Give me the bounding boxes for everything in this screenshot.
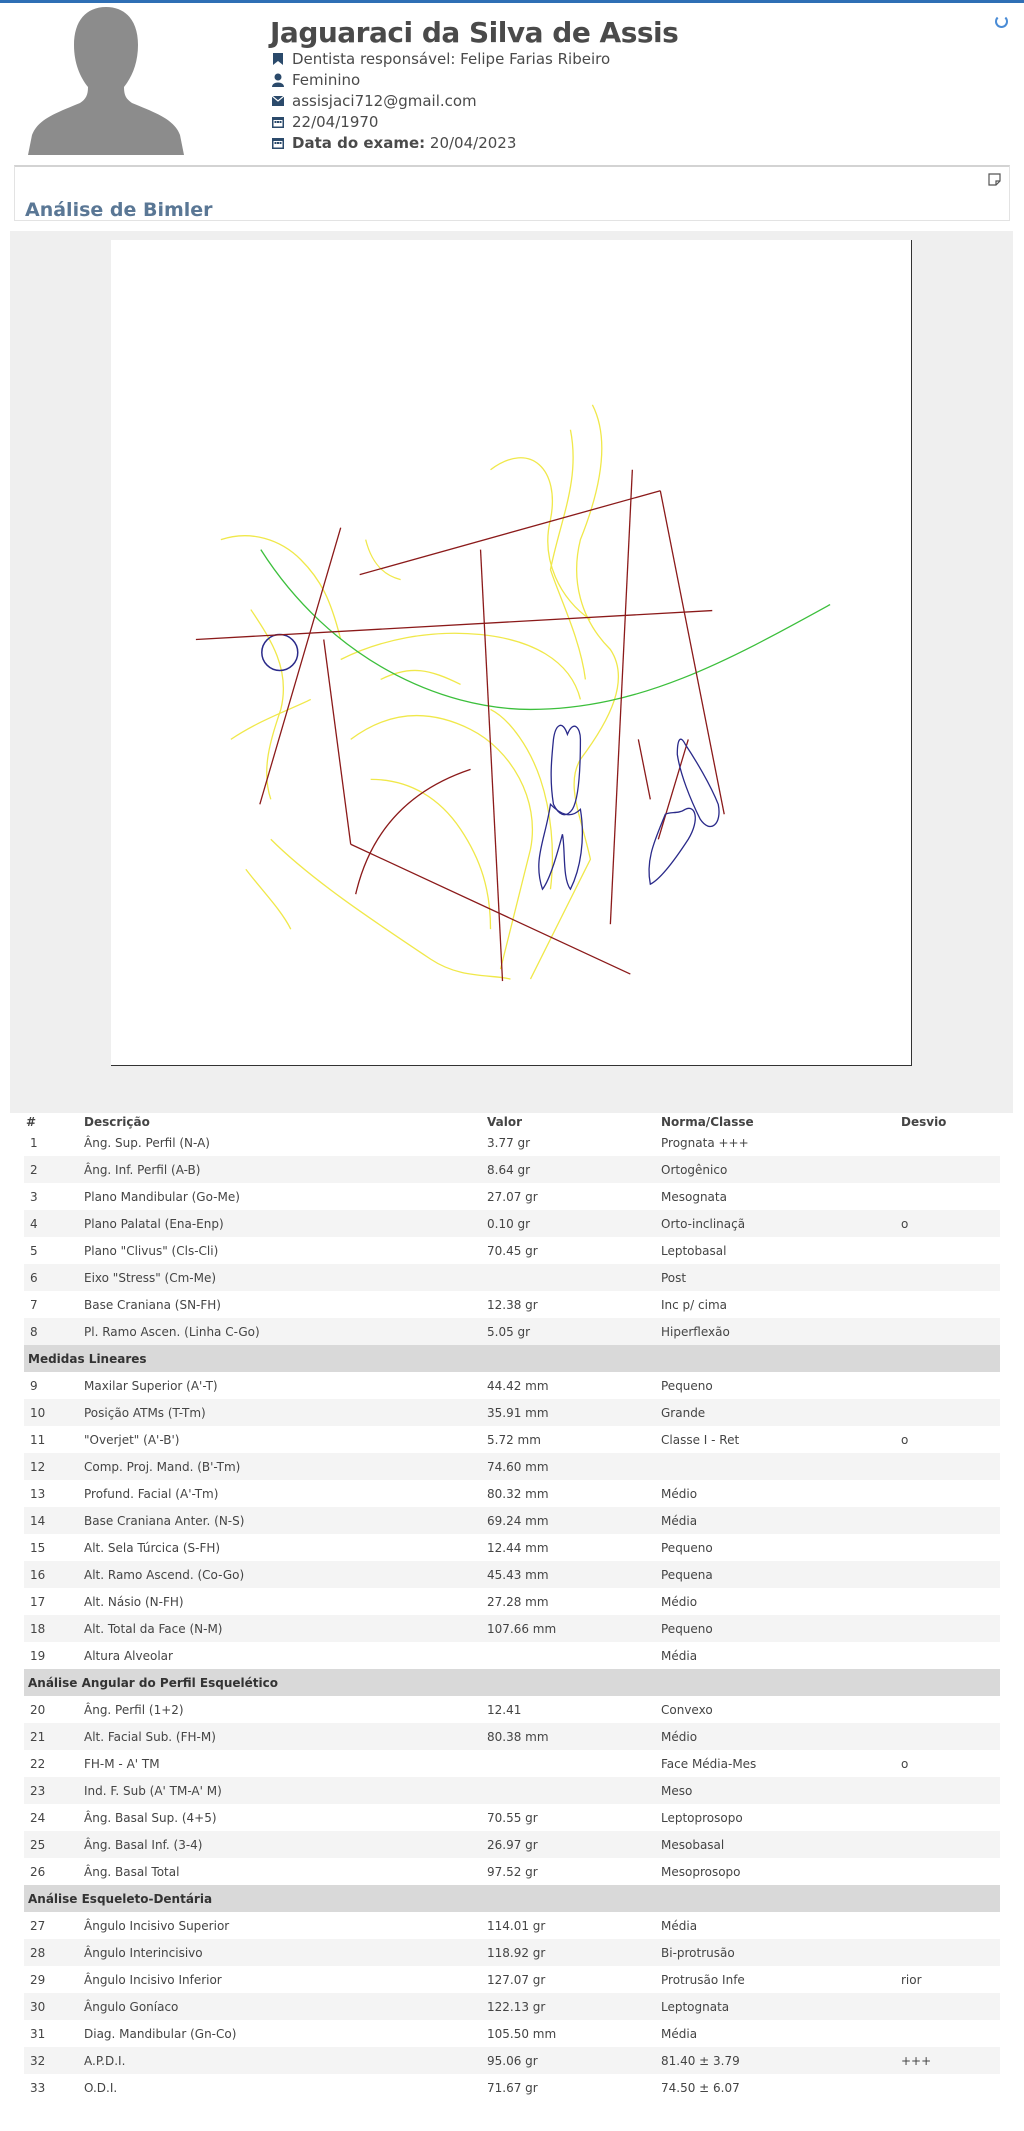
row-norm-class: Médio: [661, 1486, 698, 1501]
table-row: [24, 1210, 1000, 1237]
row-value: 70.45 gr: [487, 1243, 538, 1258]
table-row: [24, 1129, 1000, 1156]
group-label: Análise Angular do Perfil Esquelético: [28, 1675, 279, 1690]
row-number: 21: [30, 1729, 46, 1744]
user-icon: [270, 72, 286, 88]
row-value: 3.77 gr: [487, 1135, 531, 1150]
row-norm-class: Média: [661, 2026, 698, 2041]
sex-label: Feminino: [292, 71, 361, 89]
table-row: [24, 1480, 1000, 1507]
row-norm-class: 81.40 ± 3.79: [661, 2053, 740, 2068]
row-norm-class: Pequeno: [661, 1621, 713, 1636]
email-label: assisjaci712@gmail.com: [292, 92, 477, 110]
row-number: 18: [30, 1621, 46, 1636]
row-value: 12.44 mm: [487, 1540, 549, 1555]
row-norm-class: Média: [661, 1918, 698, 1933]
row-number: 6: [30, 1270, 38, 1285]
row-deviation: o: [901, 1216, 909, 1231]
row-description: Plano "Clivus" (Cls-Cli): [84, 1243, 219, 1258]
row-deviation: rior: [901, 1972, 922, 1987]
header-desc: Descrição: [84, 1115, 150, 1129]
table-row: [24, 1399, 1000, 1426]
row-number: 1: [30, 1135, 38, 1150]
calendar-icon: [270, 135, 286, 151]
top-accent-bar: [0, 0, 1024, 3]
header-num: #: [26, 1115, 37, 1129]
table-row: [24, 1264, 1000, 1291]
row-description: Alt. Násio (N-FH): [84, 1594, 184, 1609]
table-row: [24, 1237, 1000, 1264]
row-value: 71.67 gr: [487, 2080, 538, 2095]
row-number: 30: [30, 1999, 46, 2014]
row-description: Âng. Inf. Perfil (A-B): [84, 1162, 201, 1177]
header-dev: Desvio: [901, 1115, 947, 1129]
row-description: Ângulo Incisivo Inferior: [84, 1972, 222, 1987]
row-value: 8.64 gr: [487, 1162, 531, 1177]
row-value: 127.07 gr: [487, 1972, 546, 1987]
row-number: 8: [30, 1324, 38, 1339]
table-row: [24, 1777, 1000, 1804]
dentist-row: [270, 50, 610, 68]
row-norm-class: Mesobasal: [661, 1837, 725, 1852]
teeth-outline: [539, 725, 719, 889]
row-norm-class: Protrusão Infe: [661, 1972, 745, 1987]
row-number: 19: [30, 1648, 46, 1663]
table-row: [24, 1804, 1000, 1831]
table-header: [24, 1112, 1000, 1129]
soft-tissue-outline: [221, 405, 619, 979]
row-description: Altura Alveolar: [84, 1648, 173, 1663]
row-value: 69.24 mm: [487, 1513, 549, 1528]
row-norm-class: Orto-inclinaçã: [661, 1216, 746, 1231]
table-row: [24, 1939, 1000, 1966]
table-row: [24, 1750, 1000, 1777]
table-row: [24, 1588, 1000, 1615]
row-norm-class: Média: [661, 1513, 698, 1528]
row-norm-class: Classe I - Ret: [661, 1432, 740, 1447]
row-number: 7: [30, 1297, 38, 1312]
table-row: [24, 1318, 1000, 1345]
sex-row: [270, 71, 360, 89]
row-description: Eixo "Stress" (Cm-Me): [84, 1270, 217, 1285]
row-number: 22: [30, 1756, 46, 1771]
row-number: 5: [30, 1243, 38, 1258]
birth-row: [270, 113, 378, 131]
row-norm-class: Leptognata: [661, 1999, 730, 2014]
exam-date-value: 20/04/2023: [429, 134, 517, 152]
row-description: Maxilar Superior (A'-T): [84, 1378, 218, 1393]
row-value: 118.92 gr: [487, 1945, 546, 1960]
birth-date-label: 22/04/1970: [292, 113, 379, 131]
row-number: 24: [30, 1810, 46, 1825]
row-value: 27.28 mm: [487, 1594, 549, 1609]
group-label: Medidas Lineares: [28, 1351, 147, 1366]
group-label: Análise Esqueleto-Dentária: [28, 1891, 213, 1906]
table-row: [24, 1453, 1000, 1480]
table-row: [24, 1966, 1000, 1993]
row-value: 70.55 gr: [487, 1810, 538, 1825]
table-row: [24, 2047, 1000, 2074]
row-value: 45.43 mm: [487, 1567, 549, 1582]
row-norm-class: Face Média-Mes: [661, 1756, 757, 1771]
exam-row: [270, 134, 516, 152]
table-row: [24, 1372, 1000, 1399]
row-description: FH-M - A' TM: [84, 1756, 160, 1771]
row-value: 80.38 mm: [487, 1729, 549, 1744]
row-norm-class: Mesoprosopo: [661, 1864, 741, 1879]
row-number: 12: [30, 1459, 46, 1474]
header-norm: Norma/Classe: [661, 1115, 754, 1129]
row-norm-class: Leptoprosopo: [661, 1810, 743, 1825]
loading-spinner-icon: [995, 15, 1008, 28]
table-group-header: [24, 1885, 1000, 1912]
row-description: Ângulo Incisivo Superior: [84, 1918, 230, 1933]
row-norm-class: Médio: [661, 1594, 698, 1609]
row-description: A.P.D.I.: [84, 2053, 126, 2068]
row-value: 35.91 mm: [487, 1405, 549, 1420]
row-description: Profund. Facial (A'-Tm): [84, 1486, 219, 1501]
row-number: 31: [30, 2026, 46, 2041]
table-row: [24, 1183, 1000, 1210]
row-number: 2: [30, 1162, 38, 1177]
row-value: 5.05 gr: [487, 1324, 531, 1339]
table-row: [24, 1723, 1000, 1750]
row-norm-class: Leptobasal: [661, 1243, 727, 1258]
row-description: Plano Mandibular (Go-Me): [84, 1189, 240, 1204]
table-row: [24, 1507, 1000, 1534]
tooth-icon: [270, 51, 286, 67]
table-row: [24, 1291, 1000, 1318]
row-number: 26: [30, 1864, 46, 1879]
row-number: 20: [30, 1702, 46, 1717]
row-number: 14: [30, 1513, 46, 1528]
patient-name: Jaguaraci da Silva de Assis: [270, 16, 679, 49]
row-norm-class: Inc p/ cima: [661, 1297, 728, 1312]
row-description: Âng. Basal Inf. (3-4): [84, 1837, 203, 1852]
row-description: Pl. Ramo Ascen. (Linha C-Go): [84, 1324, 260, 1339]
row-description: Alt. Total da Face (N-M): [84, 1621, 223, 1636]
table-row: [24, 1831, 1000, 1858]
measurements-table: [24, 1112, 1000, 2101]
row-norm-class: Ortogênico: [661, 1162, 728, 1177]
table-row: [24, 1156, 1000, 1183]
row-norm-class: Prognata +++: [661, 1135, 749, 1150]
row-value: 97.52 gr: [487, 1864, 538, 1879]
row-number: 17: [30, 1594, 46, 1609]
table-row: [24, 1642, 1000, 1669]
row-norm-class: Post: [661, 1270, 687, 1285]
mail-icon: [270, 93, 286, 109]
row-description: Base Craniana (SN-FH): [84, 1297, 221, 1312]
table-row: [24, 1696, 1000, 1723]
row-description: Alt. Sela Túrcica (S-FH): [84, 1540, 221, 1555]
row-value: 0.10 gr: [487, 1216, 531, 1231]
row-norm-class: Hiperflexão: [661, 1324, 730, 1339]
table-row: [24, 1993, 1000, 2020]
row-number: 27: [30, 1918, 46, 1933]
analysis-title: Análise de Bimler: [25, 199, 213, 221]
row-norm-class: 74.50 ± 6.07: [661, 2080, 740, 2095]
row-number: 11: [30, 1432, 46, 1447]
calendar-icon: [270, 114, 286, 130]
row-norm-class: Média: [661, 1648, 698, 1663]
row-norm-class: Bi-protrusão: [661, 1945, 735, 1960]
row-description: Ind. F. Sub (A' TM-A' M): [84, 1783, 222, 1798]
row-norm-class: Pequena: [661, 1567, 713, 1582]
row-number: 15: [30, 1540, 46, 1555]
row-number: 16: [30, 1567, 46, 1582]
row-norm-class: Médio: [661, 1729, 698, 1744]
row-number: 4: [30, 1216, 38, 1231]
row-norm-class: Grande: [661, 1405, 706, 1420]
row-description: Ângulo Interincisivo: [84, 1945, 203, 1960]
row-value: 80.32 mm: [487, 1486, 549, 1501]
row-number: 28: [30, 1945, 46, 1960]
row-description: "Overjet" (A'-B'): [84, 1432, 180, 1447]
table-row: [24, 2020, 1000, 2047]
row-norm-class: Convexo: [661, 1702, 713, 1717]
reference-arc: [261, 550, 830, 710]
table-row: [24, 1561, 1000, 1588]
row-value: 44.42 mm: [487, 1378, 549, 1393]
row-description: Âng. Perfil (1+2): [84, 1702, 184, 1717]
row-number: 25: [30, 1837, 46, 1852]
row-value: 74.60 mm: [487, 1459, 549, 1474]
row-description: O.D.I.: [84, 2080, 118, 2095]
row-number: 10: [30, 1405, 46, 1420]
row-value: 105.50 mm: [487, 2026, 557, 2041]
row-number: 29: [30, 1972, 46, 1987]
row-value: 5.72 mm: [487, 1432, 541, 1447]
row-description: Ângulo Goníaco: [84, 1999, 179, 2014]
row-value: 12.38 gr: [487, 1297, 538, 1312]
table-row: [24, 1534, 1000, 1561]
row-value: 95.06 gr: [487, 2053, 538, 2068]
table-row: [24, 1426, 1000, 1453]
table-row: [24, 1615, 1000, 1642]
row-description: Base Craniana Anter. (N-S): [84, 1513, 245, 1528]
row-deviation: o: [901, 1756, 909, 1771]
analysis-section-header: [14, 165, 1010, 221]
table-group-header: [24, 1669, 1000, 1696]
row-description: Posição ATMs (T-Tm): [84, 1405, 206, 1420]
row-value: 107.66 mm: [487, 1621, 557, 1636]
table-row: [24, 2074, 1000, 2101]
exam-date-label: Data do exame:: [292, 134, 426, 152]
note-icon[interactable]: [988, 173, 1001, 186]
row-description: Alt. Ramo Ascend. (Co-Go): [84, 1567, 245, 1582]
row-description: Diag. Mandibular (Gn-Co): [84, 2026, 237, 2041]
row-description: Âng. Basal Total: [84, 1864, 180, 1879]
header-value: Valor: [487, 1115, 523, 1129]
row-deviation: +++: [901, 2053, 932, 2068]
row-description: Comp. Proj. Mand. (B'-Tm): [84, 1459, 241, 1474]
row-description: Alt. Facial Sub. (FH-M): [84, 1729, 216, 1744]
table-group-header: [24, 1345, 1000, 1372]
row-norm-class: Mesognata: [661, 1189, 727, 1204]
row-description: Âng. Basal Sup. (4+5): [84, 1810, 217, 1825]
row-value: 122.13 gr: [487, 1999, 546, 2014]
row-number: 23: [30, 1783, 46, 1798]
row-norm-class: Pequeno: [661, 1540, 713, 1555]
patient-avatar: [28, 5, 184, 155]
table-row: [24, 1858, 1000, 1885]
row-value: 12.41: [487, 1702, 522, 1717]
row-number: 3: [30, 1189, 38, 1204]
dentist-label: Dentista responsável: Felipe Farias Ribeiro: [292, 50, 611, 68]
row-value: 114.01 gr: [487, 1918, 546, 1933]
row-norm-class: Pequeno: [661, 1378, 713, 1393]
table-row: [24, 1912, 1000, 1939]
row-norm-class: Meso: [661, 1783, 693, 1798]
row-value: 26.97 gr: [487, 1837, 538, 1852]
email-row: [270, 92, 477, 110]
row-number: 9: [30, 1378, 38, 1393]
row-deviation: o: [901, 1432, 909, 1447]
table-body: [24, 1129, 1000, 2101]
row-description: Âng. Sup. Perfil (N-A): [84, 1135, 210, 1150]
row-number: 13: [30, 1486, 46, 1501]
row-value: 27.07 gr: [487, 1189, 538, 1204]
cephalometric-tracing: [111, 240, 912, 1066]
row-number: 33: [30, 2080, 46, 2095]
row-description: Plano Palatal (Ena-Enp): [84, 1216, 224, 1231]
row-number: 32: [30, 2053, 46, 2068]
